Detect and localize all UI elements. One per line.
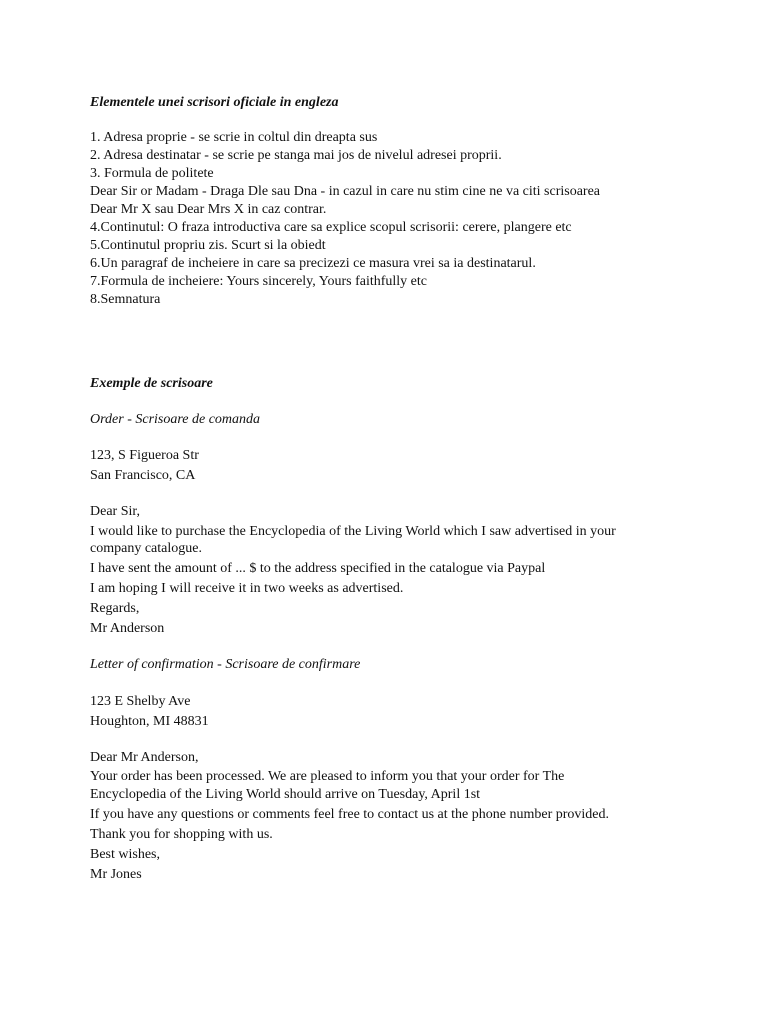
- list-item: 4.Continutul: O fraza introductiva care sa explice scopul scrisorii: cerere, plangere etc: [90, 220, 572, 235]
- order-body-line: company catalogue.: [90, 541, 202, 556]
- confirmation-body-line: If you have any questions or comments feel free to contact us at the phone number provided.: [90, 807, 610, 822]
- order-body-line: Dear Sir,: [90, 504, 140, 519]
- list-item: 5.Continutul propriu zis. Scurt si la obiedt: [90, 238, 326, 253]
- confirmation-body-line: Thank you for shopping with us.: [90, 827, 273, 842]
- confirmation-address-line: 123 E Shelby Ave: [90, 694, 191, 709]
- confirmation-letter-subtitle: Letter of confirmation - Scrisoare de confirmare: [90, 657, 361, 672]
- order-body-line: Regards,: [90, 601, 140, 616]
- list-item: Dear Mr X sau Dear Mrs X in caz contrar.: [90, 202, 327, 217]
- list-item: 7.Formula de incheiere: Yours sincerely, Yours faithfully etc: [90, 274, 427, 289]
- order-body-line: I have sent the amount of ... $ to the address specified in the catalogue via Paypal: [90, 561, 546, 576]
- confirmation-body-line: Your order has been processed. We are pleased to inform you that your order for The: [90, 769, 565, 784]
- order-letter-subtitle: Order - Scrisoare de comanda: [90, 412, 261, 427]
- list-item: 2. Adresa destinatar - se scrie pe stanga mai jos de nivelul adresei proprii.: [90, 148, 502, 163]
- order-address-line: 123, S Figueroa Str: [90, 448, 199, 463]
- order-signature: Mr Anderson: [90, 621, 165, 636]
- section-title-elements: Elementele unei scrisori oficiale in engleza: [90, 95, 339, 110]
- list-item: 1. Adresa proprie - se scrie in coltul din dreapta sus: [90, 130, 378, 145]
- confirmation-body-line: Best wishes,: [90, 847, 160, 862]
- confirmation-address-line: Houghton, MI 48831: [90, 714, 209, 729]
- order-address-line: San Francisco, CA: [90, 468, 196, 483]
- list-item: 6.Un paragraf de incheiere in care sa precizezi ce masura vrei sa ia destinatarul.: [90, 256, 536, 271]
- list-item: 8.Semnatura: [90, 292, 161, 307]
- order-body-line: I am hoping I will receive it in two weeks as advertised.: [90, 581, 404, 596]
- confirmation-body-line: Encyclopedia of the Living World should arrive on Tuesday, April 1st: [90, 787, 481, 802]
- list-item: 3. Formula de politete: [90, 166, 214, 181]
- section-title-examples: Exemple de scrisoare: [90, 376, 213, 391]
- confirmation-body-line: Dear Mr Anderson,: [90, 750, 199, 765]
- list-item: Dear Sir or Madam - Draga Dle sau Dna - in cazul in care nu stim cine ne va citi scrisoarea: [90, 184, 601, 199]
- order-body-line: I would like to purchase the Encyclopedia of the Living World which I saw advertised in your: [90, 524, 616, 539]
- confirmation-signature: Mr Jones: [90, 867, 142, 882]
